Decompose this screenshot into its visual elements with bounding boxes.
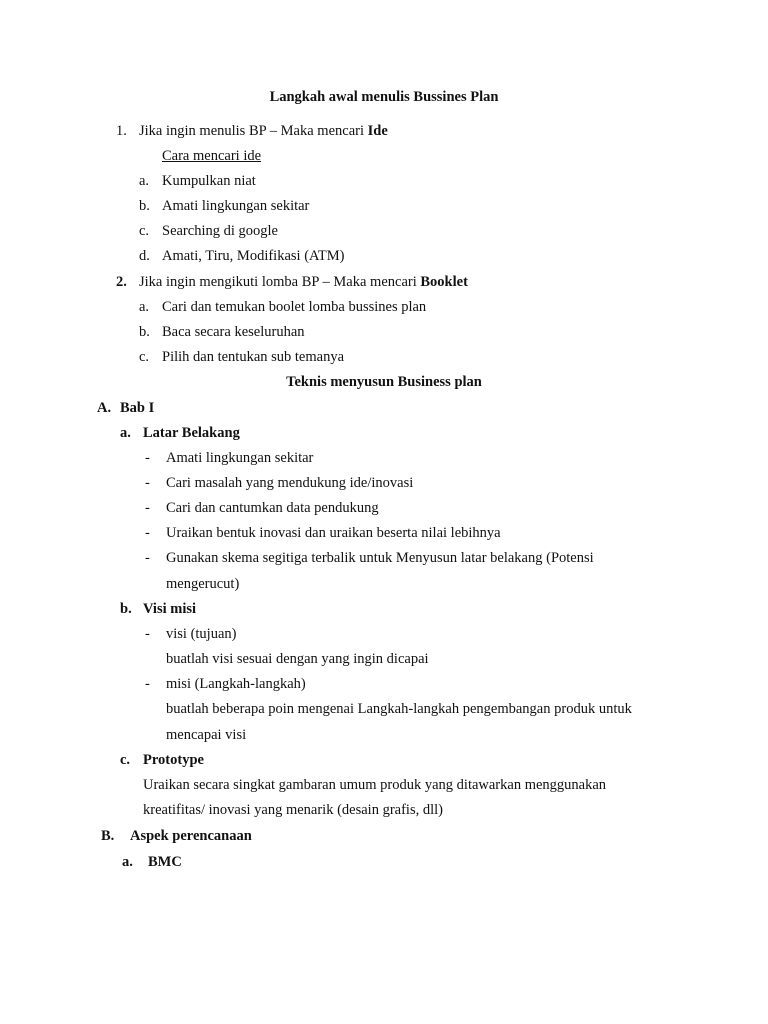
bullet-dash: -	[145, 676, 150, 692]
document-title: Langkah awal menulis Bussines Plan	[269, 89, 499, 105]
bullet-dash: -	[145, 500, 150, 516]
list-item: misi (Langkah-langkah)	[166, 676, 306, 692]
list-item-detail: buatlah beberapa poin mengenai Langkah-langkah pengembangan produk untuk	[166, 701, 632, 717]
list-item: Cari dan cantumkan data pendukung	[166, 500, 379, 516]
prototype-heading: Prototype	[143, 752, 204, 768]
visi-misi-heading: Visi misi	[143, 601, 197, 617]
list-item: Cari masalah yang mendukung ide/inovasi	[166, 475, 414, 491]
subsection-marker: c.	[120, 752, 131, 768]
list-item: Amati lingkungan sekitar	[162, 198, 310, 214]
subsection-marker: a.	[120, 425, 131, 441]
step-1-subheading: Cara mencari ide	[162, 148, 262, 164]
list-item-marker: c.	[139, 223, 150, 239]
subsection-marker: b.	[120, 601, 132, 617]
subsection-marker: a.	[122, 854, 133, 870]
bullet-dash: -	[145, 525, 150, 541]
step-1-number: 1.	[116, 123, 127, 139]
list-item-marker: a.	[139, 173, 150, 189]
list-item-marker: a.	[139, 299, 150, 315]
bullet-dash: -	[145, 475, 150, 491]
list-item: Baca secara keseluruhan	[162, 324, 305, 340]
chapter-a-heading: Bab I	[120, 400, 155, 416]
step-2-number: 2.	[116, 274, 127, 290]
list-item-marker: d.	[139, 248, 150, 264]
step-1-text: Jika ingin menulis BP – Maka mencari Ide	[139, 123, 388, 139]
prototype-text: Uraikan secara singkat gambaran umum produk yang ditawarkan menggunakan	[143, 777, 607, 793]
latar-belakang-heading: Latar Belakang	[143, 425, 240, 441]
list-item: Gunakan skema segitiga terbalik untuk Menyusun latar belakang (Potensi	[166, 550, 594, 566]
list-item-marker: b.	[139, 324, 150, 340]
chapter-a-marker: A.	[97, 400, 112, 416]
bmc-heading: BMC	[148, 854, 182, 870]
list-item: Kumpulkan niat	[162, 173, 256, 189]
list-item-marker: c.	[139, 349, 150, 365]
list-item-detail: buatlah visi sesuai dengan yang ingin dicapai	[166, 651, 429, 667]
bullet-dash: -	[145, 626, 150, 642]
list-item-detail: mencapai visi	[166, 727, 247, 743]
list-item: Cari dan temukan boolet lomba bussines plan	[162, 299, 427, 315]
bullet-dash: -	[145, 550, 150, 566]
list-item: Amati lingkungan sekitar	[166, 450, 314, 466]
prototype-text: kreatifitas/ inovasi yang menarik (desain grafis, dll)	[143, 802, 443, 818]
chapter-b-heading: Aspek perencanaan	[130, 828, 252, 844]
step-2-text: Jika ingin mengikuti lomba BP – Maka mencari Booklet	[139, 274, 468, 290]
list-item-continuation: mengerucut)	[166, 576, 240, 592]
step-1-keyword: Ide	[367, 123, 388, 139]
list-item: Amati, Tiru, Modifikasi (ATM)	[162, 248, 345, 264]
list-item: Searching di google	[162, 223, 278, 239]
list-item: visi (tujuan)	[166, 626, 237, 642]
chapter-b-marker: B.	[101, 828, 115, 844]
bullet-dash: -	[145, 450, 150, 466]
step-2-keyword: Booklet	[420, 274, 468, 290]
list-item: Uraikan bentuk inovasi dan uraikan beserta nilai lebihnya	[166, 525, 501, 541]
list-item-marker: b.	[139, 198, 150, 214]
section-title: Teknis menyusun Business plan	[286, 374, 482, 390]
list-item: Pilih dan tentukan sub temanya	[162, 349, 345, 365]
